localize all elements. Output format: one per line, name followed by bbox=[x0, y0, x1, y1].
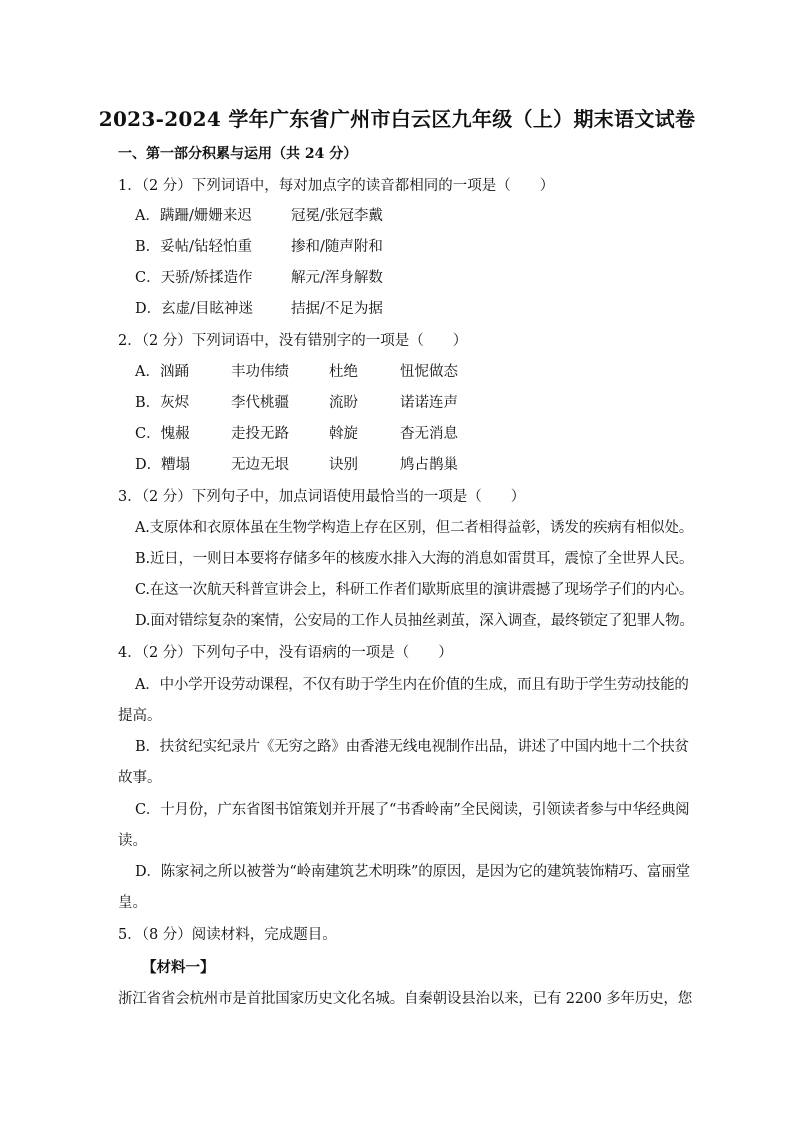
question-2-option-c-word-4: 杳无消息 bbox=[400, 426, 458, 442]
material-label: 【材料一】 bbox=[142, 959, 215, 976]
section-heading: 一、第一部分积累与运用（共 24 分） bbox=[118, 146, 358, 162]
question-4-option-d-cont: 皇。 bbox=[118, 895, 147, 911]
question-2-option-b: B．灰烬 bbox=[135, 395, 190, 411]
question-4-option-a-cont: 提高。 bbox=[118, 708, 162, 724]
question-4-option-d: D．陈家祠之所以被誉为“岭南建筑艺术明珠”的原因，是因为它的建筑装饰精巧、富丽堂 bbox=[135, 864, 690, 880]
question-1-option-b-pair: 掺和/随声附和 bbox=[291, 239, 383, 255]
question-3-option-b: B.近日，一则日本要将存储多年的核废水排入大海的消息如雷贯耳，震惊了全世界人民。 bbox=[135, 551, 694, 567]
question-4-option-b-cont: 故事。 bbox=[118, 770, 162, 786]
question-2-option-d: D．糟塌 bbox=[135, 457, 191, 473]
question-2-option-a-word-3: 杜绝 bbox=[329, 364, 358, 380]
question-2-option-b-word-4: 诺诺连声 bbox=[400, 395, 458, 411]
question-4-option-a: A．中小学开设劳动课程，不仅有助于学生内在价值的生成，而且有助于学生劳动技能的 bbox=[135, 677, 689, 693]
question-2-option-c-word-3: 斡旋 bbox=[329, 426, 358, 442]
question-1-option-c: C．天骄/矫揉造作 bbox=[135, 270, 253, 286]
question-1-option-d: D．玄虚/目眩神迷 bbox=[135, 301, 254, 317]
question-2-option-d-word-4: 鸠占鹊巢 bbox=[400, 457, 458, 473]
material-text: 浙江省省会杭州市是首批国家历史文化名城。自秦朝设县治以来，已有 2200 多年历史，您 bbox=[118, 991, 693, 1007]
question-5-stem: 5．（8 分）阅读材料，完成题目。 bbox=[118, 927, 337, 943]
question-4-option-c: C．十月份，广东省图书馆策划并开展了“书香岭南”全民阅读，引领读者参与中华经典阅 bbox=[135, 802, 690, 818]
question-2-stem: 2．（2 分）下列词语中，没有错别字的一项是（ ） bbox=[118, 333, 468, 349]
question-1-option-b: B．妥帖/钻轻怕重 bbox=[135, 239, 253, 255]
question-1-option-c-pair: 解元/浑身解数 bbox=[291, 270, 383, 286]
question-3-option-c: C.在这一次航天科普宣讲会上，科研工作者们歇斯底里的演讲震撼了现场学子们的内心。 bbox=[135, 582, 694, 598]
question-3-option-d: D.面对错综复杂的案情，公安局的工作人员抽丝剥茧，深入调查，最终锁定了犯罪人物。 bbox=[135, 613, 694, 629]
question-1-option-a: A．蹒跚/姗姗来迟 bbox=[135, 208, 252, 224]
question-2-option-c-word-2: 走投无路 bbox=[231, 426, 289, 442]
question-2-option-d-word-2: 无边无垠 bbox=[231, 457, 289, 473]
question-2-option-b-word-3: 流盼 bbox=[329, 395, 358, 411]
question-4-option-b: B．扶贫纪实纪录片《无穷之路》由香港无线电视制作出品，讲述了中国内地十二个扶贫 bbox=[135, 739, 689, 755]
question-3-option-a: A.支原体和衣原体虽在生物学构造上存在区别，但二者相得益彰，诱发的疾病有相似处。 bbox=[135, 520, 694, 536]
exam-title: 2023-2024 学年广东省广州市白云区九年级（上）期末语文试卷 bbox=[98, 107, 696, 131]
question-2-option-a: A．汹踊 bbox=[135, 364, 189, 380]
question-2-option-b-word-2: 李代桃疆 bbox=[231, 395, 289, 411]
question-3-stem: 3．（2 分）下列句子中，加点词语使用最恰当的一项是（ ） bbox=[118, 489, 526, 505]
question-1-option-a-pair: 冠冕/张冠李戴 bbox=[291, 208, 383, 224]
question-1-option-d-pair: 拮据/不足为据 bbox=[291, 301, 383, 317]
question-4-option-c-cont: 读。 bbox=[118, 833, 147, 849]
question-2-option-a-word-4: 忸怩做态 bbox=[400, 364, 458, 380]
question-1-stem: 1．（2 分）下列词语中，每对加点字的读音都相同的一项是（ ） bbox=[118, 178, 555, 194]
question-2-option-a-word-2: 丰功伟绩 bbox=[231, 364, 289, 380]
question-4-stem: 4．（2 分）下列句子中，没有语病的一项是（ ） bbox=[118, 645, 453, 661]
question-2-option-c: C．愧赧 bbox=[135, 426, 190, 442]
question-2-option-d-word-3: 诀别 bbox=[329, 457, 358, 473]
